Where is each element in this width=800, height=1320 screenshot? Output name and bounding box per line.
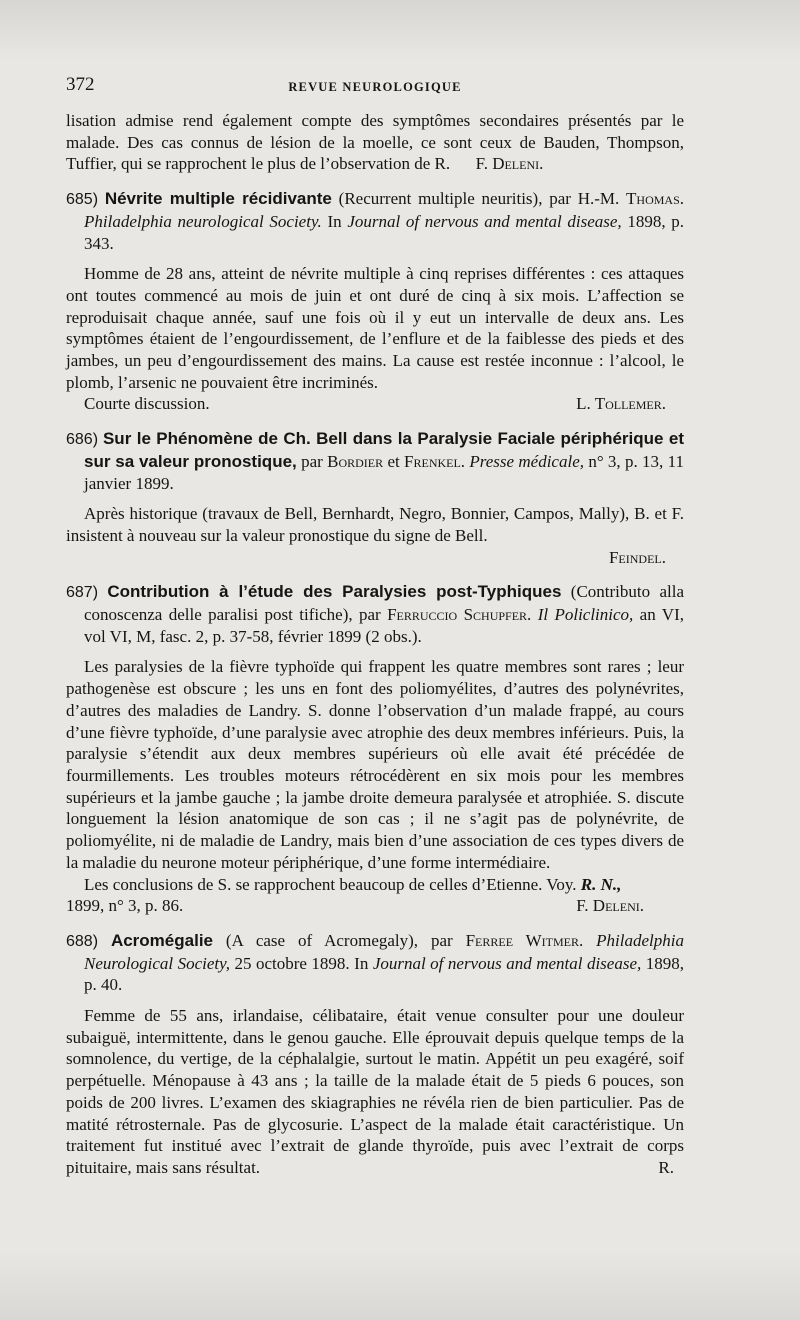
intro-text: lisation admise rend également compte des symptômes secondaires présentés par le malade. Des cas connus de lésion de la moelle, ce sont ceux de Bauden, Thompson, Tuffier, qui se rapprochent le plus de l’observation de R.: [66, 111, 684, 174]
journal-title: REVUE NEUROLOGIQUE: [288, 80, 462, 94]
entry-688-signature: R.: [658, 1157, 674, 1177]
page-content: [66, 110, 684, 1179]
entry-685-ref-a: (Recurrent multiple neuritis), par H.-M.: [338, 189, 627, 209]
entry-686-signature-line: [66, 547, 684, 569]
entry-685-signature: L. Tollemer.: [576, 394, 666, 414]
entry-685-heading: [66, 188, 684, 254]
entry-686-body: Après historique (travaux de Bell, Bernhardt, Negro, Bonnier, Campos, Mally), B. et F. insistent à nouveau sur la valeur pronostique du signe de Bell.: [66, 504, 684, 545]
entry-686-number: 686): [66, 431, 99, 449]
entry-685-number: 685): [66, 191, 99, 209]
entry-687-journal: Il Policlinico,: [531, 605, 634, 625]
entry-688-heading: [66, 930, 684, 996]
entry-687-title: Contribution à l’étude des Paralysies post-Typhiques: [107, 582, 562, 602]
entry-686-author-1: Bordier: [327, 451, 384, 471]
intro-paragraph: [66, 110, 684, 175]
entry-686-heading: [66, 428, 684, 494]
entry-688-ref-c: 25 octobre 1898. In: [229, 953, 373, 973]
entry-685-body: Homme de 28 ans, atteint de névrite multiple à cinq reprises différentes : ces attaques ont toutes commencé au mois de juin et ont duré de cinq à six mois. L’affection se reproduisait chaque année, sauf une fois où il y eut un intervalle de deux ans. Les symptômes étaient de l’engourdissement, de l’enflure et de la faiblesse des pieds et des jambes, un peu d’engourdissement des mains. La cause est restée inconnue : l’alcool, le plomb, l’arsenic ne pouvaient être incriminés.: [66, 264, 684, 392]
entry-685-footer: [66, 393, 684, 415]
entry-687-number: 687): [66, 584, 99, 602]
entry-686-ref-d: n° 3, p. 13, 11 janvier 1899.: [84, 451, 684, 493]
entry-685-ref-c: In: [321, 211, 348, 231]
entry-687-conclusion-journal: R. N.,: [576, 874, 622, 894]
entry-687-author: Ferruccio Schupfer.: [387, 605, 532, 625]
entry-687-signature: F. Deleni.: [576, 896, 644, 916]
entry-686-author-2: Frenkel.: [404, 451, 466, 471]
entry-685-journal: Journal of nervous and mental disease,: [347, 211, 622, 231]
entry-686-ref-a: par: [296, 451, 328, 471]
running-head: [66, 74, 684, 98]
entry-688-number: 688): [66, 932, 99, 950]
entry-687-footer: [66, 895, 684, 917]
entry-686-journal: Presse médicale,: [465, 451, 584, 471]
entry-688-title: Acromégalie: [110, 930, 213, 950]
entry-688-body: [66, 1005, 684, 1179]
entry-688-body-text: Femme de 55 ans, irlandaise, célibataire, était venue consulter pour une douleur subaiguë, intermittente, dans le genou gauche. Elle éprouvait depuis quelque temps de la somnolence, du vertige, de la céphalalgie, surtout le matin. Appétit un peu exagéré, soif perpétuelle. Ménopause à 43 ans ; la taille de la malade était de 5 pieds 6 pouces, son poids de 200 livres. L’examen des skiagraphies ne révéla rien de bien particulier. Pas de matité rétrosternale. Pas de glycosurie. L’aspect de la malade était caractéristique. Un traitement fut institué avec l’extrait de glande thyroïde, puis avec l’extrait de corps pituitaire, mais sans résultat.: [66, 1006, 684, 1177]
entry-688-journal: Journal of nervous and mental disease,: [372, 953, 642, 973]
entry-687-ref-c: an VI, vol VI, M, fasc. 2, p. 37-58, février 1899 (2 obs.).: [84, 605, 684, 646]
entry-686-ref-b: et: [383, 451, 405, 471]
entry-685-ref-e: 1898, p. 343.: [84, 211, 684, 253]
entry-685-closing: Courte discussion.: [84, 394, 210, 414]
entry-685-title: Névrite multiple récidivante: [104, 189, 332, 209]
entry-687-conclusion-c: 1899, n° 3, p. 86.: [66, 896, 184, 916]
entry-687-body: Les paralysies de la fièvre typhoïde qui frappent les quatre membres sont rares ; leur pathogenèse est obscure ; les uns en font des poliomyélites, d’autres des polynévrites, d’autres des maladies de Landry. S. donne l’observation d’un malade frappé, au cours d’une fièvre typhoïde, d’une paralysie avec atrophie des deux membres inférieurs. Puis, la paralysie s’étendit aux deux membres supérieurs où elle avait été précédée de fourmillements. Les troubles moteurs rétrocédèrent en six mois pour les membres supérieurs et la jambe gauche ; la jambe droite demeura paralysée et atrophiée. S. discute longuement la lésion anatomique de son cas ; il ne s’agit pas de polynévrite, de poliomyélite, ni de maladie de Landry, mais bien d’une association de ces types divers de la maladie du neurone moteur périphérique, d’une forme intermédiaire.: [66, 657, 684, 872]
entry-687-conclusion-a: Les conclusions de S. se rapprochent beaucoup de celles d’Etienne. Voy.: [84, 874, 577, 894]
entry-686-title: Sur le Phénomène de Ch. Bell dans la Paralysie Faciale périphérique et sur sa valeur pronostique,: [84, 429, 685, 471]
page-number: 372: [66, 74, 95, 95]
entry-688-society: Philadelphia Neurological Society,: [84, 930, 684, 973]
intro-signature: F. Deleni.: [475, 154, 544, 174]
entry-688-ref-a: (A case of Acromegaly), par: [213, 930, 466, 950]
entry-687-conclusion: [66, 874, 684, 896]
entry-686-signature: Feindel.: [608, 547, 666, 567]
entry-688-author: Ferree Witmer.: [465, 930, 584, 950]
entry-685-society: Philadelphia neurological Society.: [84, 211, 322, 231]
entry-688-ref-e: 1898, p. 40.: [84, 953, 685, 995]
entry-685-author: Thomas.: [626, 189, 685, 209]
entry-687-heading: [66, 581, 684, 647]
entry-687-ref-a: (Contributo alla conoscenza delle paralisi post tifiche), par: [84, 582, 685, 625]
